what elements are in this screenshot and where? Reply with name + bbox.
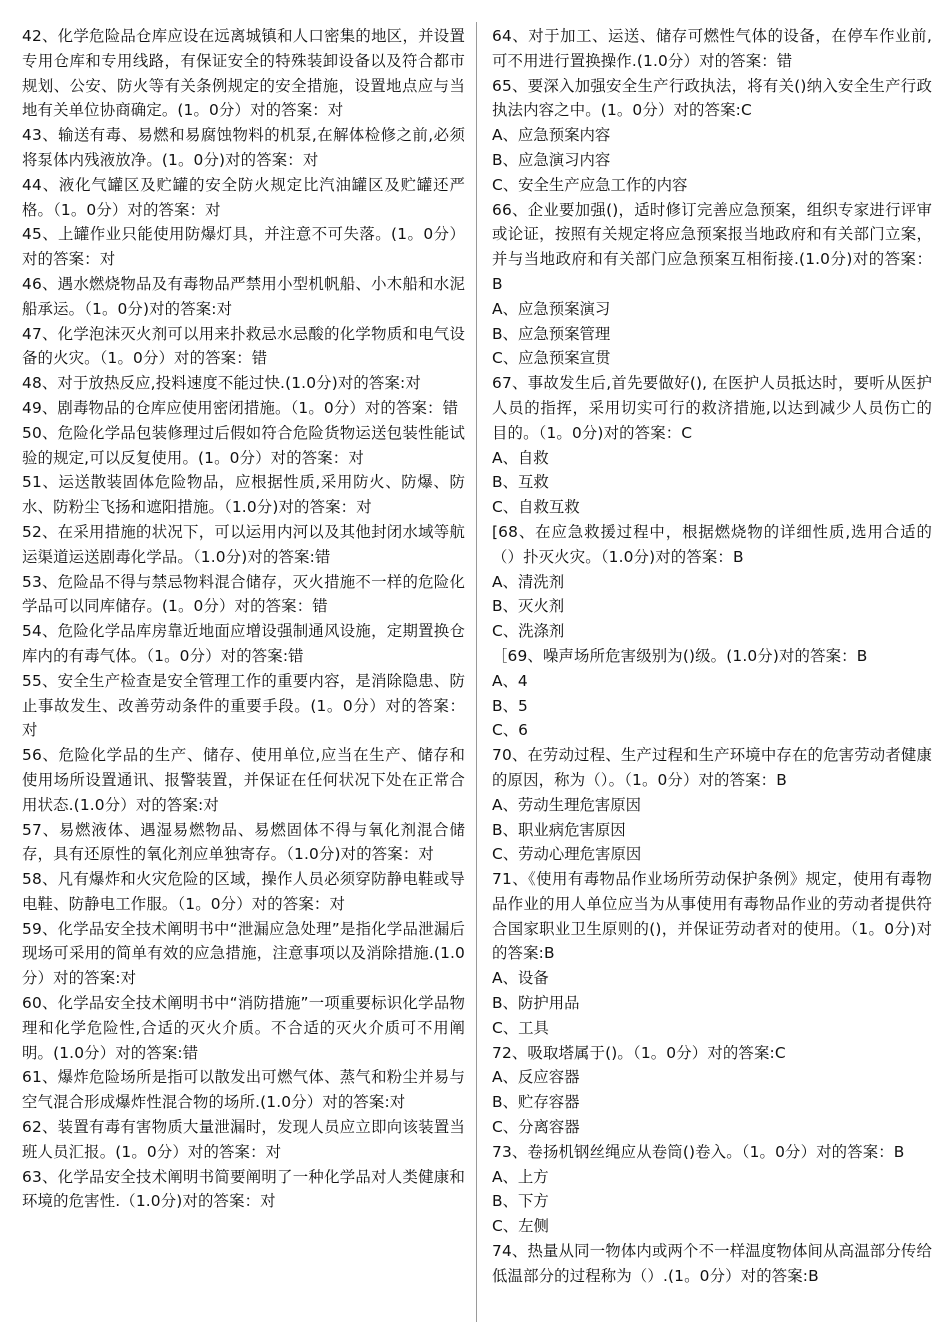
- answer-option: C、左侧: [492, 1217, 549, 1236]
- answer-option: C、应急预案宣贯: [492, 349, 611, 368]
- answer-option: B、应急演习内容: [492, 150, 611, 169]
- question-item: 60、化学品安全技术阐明书中“消防措施”一项重要标识化学品物理和化学危险性,合适的灭火介质。不合适的灭火介质可不用阐明。(1.0分）对的答案:错: [22, 994, 465, 1062]
- answer-option: B、5: [492, 696, 528, 715]
- answer-option: B、职业病危害原因: [492, 820, 626, 839]
- answer-option: B、防护用品: [492, 994, 580, 1013]
- question-item: 65、要深入加强安全生产行政执法，将有关()纳入安全生产行政执法内容之中。(1。0分）对的答案:C: [492, 76, 932, 120]
- question-item: 50、危险化学品包装修理过后假如符合危险货物运送包装性能试验的规定,可以反复使用。(1。0分）对的答案：对: [22, 423, 465, 467]
- question-item: 49、剧毒物品的仓库应使用密闭措施。（1。0分）对的答案：错: [22, 398, 459, 417]
- question-item: 74、热量从同一物体内或两个不一样温度物体间从高温部分传给低温部分的过程称为（）.(1。0分）对的答案:B: [492, 1242, 932, 1285]
- question-item: 62、装置有毒有害物质大量泄漏时，发现人员应立即向该装置当班人员汇报。(1。0分）对的答案：对: [22, 1118, 465, 1161]
- question-item: 43、输送有毒、易燃和易腐蚀物料的机泵,在解体检修之前,必须将泵体内残液放净。(1。0分)对的答案：对: [22, 126, 465, 169]
- question-item: [68、在应急救援过程中，根据燃烧物的详细性质,选用合适的（）扑灭火灾。（1.0分)对的答案：B: [492, 522, 932, 566]
- answer-option: A、4: [492, 671, 528, 690]
- question-item: 48、对于放热反应,投料速度不能过快.(1.0分)对的答案:对: [22, 374, 421, 393]
- question-item: 66、企业要加强()，适时修订完善应急预案，组织专家进行评审或论证，按照有关规定将应急预案报当地政府和有关部门立案，并与当地政府和有关部门应急预案互相衔接.(1.0分)对的答案：B: [492, 200, 932, 293]
- answer-option: A、应急预案演习: [492, 299, 611, 318]
- answer-option: A、应急预案内容: [492, 126, 611, 145]
- column-divider: [476, 22, 477, 1322]
- question-item: 59、化学品安全技术阐明书中“泄漏应急处理”是指化学品泄漏后现场可采用的简单有效的应急措施，注意事项以及消除措施.(1.0分）对的答案:对: [22, 919, 465, 988]
- question-item: 61、爆炸危险场所是指可以散发出可燃气体、蒸气和粉尘并易与空气混合形成爆炸性混合物的场所.(1.0分）对的答案:对: [22, 1068, 465, 1112]
- question-item: 56、危险化学品的生产、储存、使用单位,应当在生产、储存和使用场所设置通讯、报警装置，并保证在任何状况下处在正常合用状态.(1.0分）对的答案:对: [22, 746, 465, 814]
- question-item: 46、遇水燃烧物品及有毒物品严禁用小型机帆船、小木船和水泥船承运。（1。0分)对的答案:对: [22, 274, 465, 318]
- answer-option: A、反应容器: [492, 1068, 580, 1087]
- question-item: 54、危险化学品库房靠近地面应增设强制通风设施，定期置换仓库内的有毒气体。（1。0分）对的答案:错: [22, 622, 465, 665]
- answer-option: A、设备: [492, 969, 549, 988]
- answer-option: C、自救互救: [492, 498, 580, 517]
- question-item: 70、在劳动过程、生产过程和生产环境中存在的危害劳动者健康的原因，称为（）。（1。0分）对的答案：B: [492, 746, 932, 789]
- question-item: 64、对于加工、运送、储存可燃性气体的设备，在停车作业前,可不用进行置换操作.(1.0分）对的答案：错: [492, 27, 932, 70]
- right-column: [492, 24, 932, 1289]
- answer-option: C、分离容器: [492, 1118, 580, 1137]
- answer-option: C、安全生产应急工作的内容: [492, 175, 688, 194]
- question-item: 45、上罐作业只能使用防爆灯具，并注意不可失落。(1。0分）对的答案：对: [22, 225, 465, 269]
- answer-option: A、清洗剂: [492, 572, 565, 591]
- left-column: [22, 24, 465, 1214]
- question-item: 67、事故发生后,首先要做好(), 在医护人员抵达时，要听从医护人员的指挥，采用切实可行的救济措施,以达到减少人员伤亡的目的。（1。0分)对的答案：C: [492, 374, 932, 442]
- question-item: 47、化学泡沫灭火剂可以用来扑救忌水忌酸的化学物质和电气设备的火灾。（1。0分）对的答案：错: [22, 324, 465, 368]
- question-item: 42、化学危险品仓库应设在远离城镇和人口密集的地区，并设置专用仓库和专用线路，有保证安全的特殊装卸设备以及符合都市规划、公安、防火等有关条例规定的安全措施，设置地点应与当地有关单位协商确定。(1。0分）对的答案：对: [22, 27, 465, 120]
- question-item: 72、吸取塔属于()。（1。0分）对的答案:C: [492, 1043, 786, 1062]
- answer-option: A、劳动生理危害原因: [492, 795, 642, 814]
- answer-option: B、应急预案管理: [492, 324, 611, 343]
- answer-option: B、贮存容器: [492, 1093, 580, 1112]
- question-item: 53、危险品不得与禁忌物料混合储存，灭火措施不一样的危险化学品可以同库储存。(1。0分）对的答案：错: [22, 572, 465, 616]
- answer-option: B、灭火剂: [492, 597, 565, 616]
- question-item: 52、在采用措施的状况下，可以运用内河以及其他封闭水域等航运渠道运送剧毒化学品。（1.0分)对的答案:错: [22, 522, 465, 566]
- question-item: 63、化学品安全技术阐明书简要阐明了一种化学品对人类健康和环境的危害性.（1.0分)对的答案：对: [22, 1167, 465, 1211]
- answer-option: B、互救: [492, 473, 549, 492]
- question-item: 51、运送散装固体危险物品，应根据性质,采用防火、防爆、防水、防粉尘飞扬和遮阳措施。（1.0分)对的答案：对: [22, 473, 465, 517]
- answer-option: C、劳动心理危害原因: [492, 845, 642, 864]
- question-item: 58、凡有爆炸和火灾危险的区域，操作人员必须穿防静电鞋或导电鞋、防静电工作服。（1。0分）对的答案：对: [22, 870, 465, 913]
- question-item: 73、卷扬机钢丝绳应从卷筒()卷入。（1。0分）对的答案：B: [492, 1142, 905, 1161]
- question-item: 55、安全生产检查是安全管理工作的重要内容，是消除隐患、防止事故发生、改善劳动条件的重要手段。(1。0分）对的答案：对: [22, 671, 465, 740]
- answer-option: C、洗涤剂: [492, 622, 565, 641]
- question-item: 57、易燃液体、遇湿易燃物品、易燃固体不得与氧化剂混合储存，具有还原性的氧化剂应单独寄存。（1.0分)对的答案：对: [22, 820, 465, 864]
- answer-option: C、工具: [492, 1018, 549, 1037]
- question-item: ［69、噪声场所危害级别为()级。(1.0分)对的答案：B: [492, 646, 868, 665]
- answer-option: A、自救: [492, 448, 549, 467]
- answer-option: B、下方: [492, 1192, 549, 1211]
- question-item: 71、《使用有毒物品作业场所劳动保护条例》规定，使用有毒物品作业的用人单位应当为从事使用有毒物品作业的劳动者提供符合国家职业卫生原则的()，并保证劳动者对的使用。（1。0分)对的答案:B: [492, 870, 932, 963]
- question-item: 44、液化气罐区及贮罐的安全防火规定比汽油罐区及贮罐还严格。（1。0分）对的答案：对: [22, 175, 465, 219]
- answer-option: C、6: [492, 721, 528, 740]
- answer-option: A、上方: [492, 1167, 549, 1186]
